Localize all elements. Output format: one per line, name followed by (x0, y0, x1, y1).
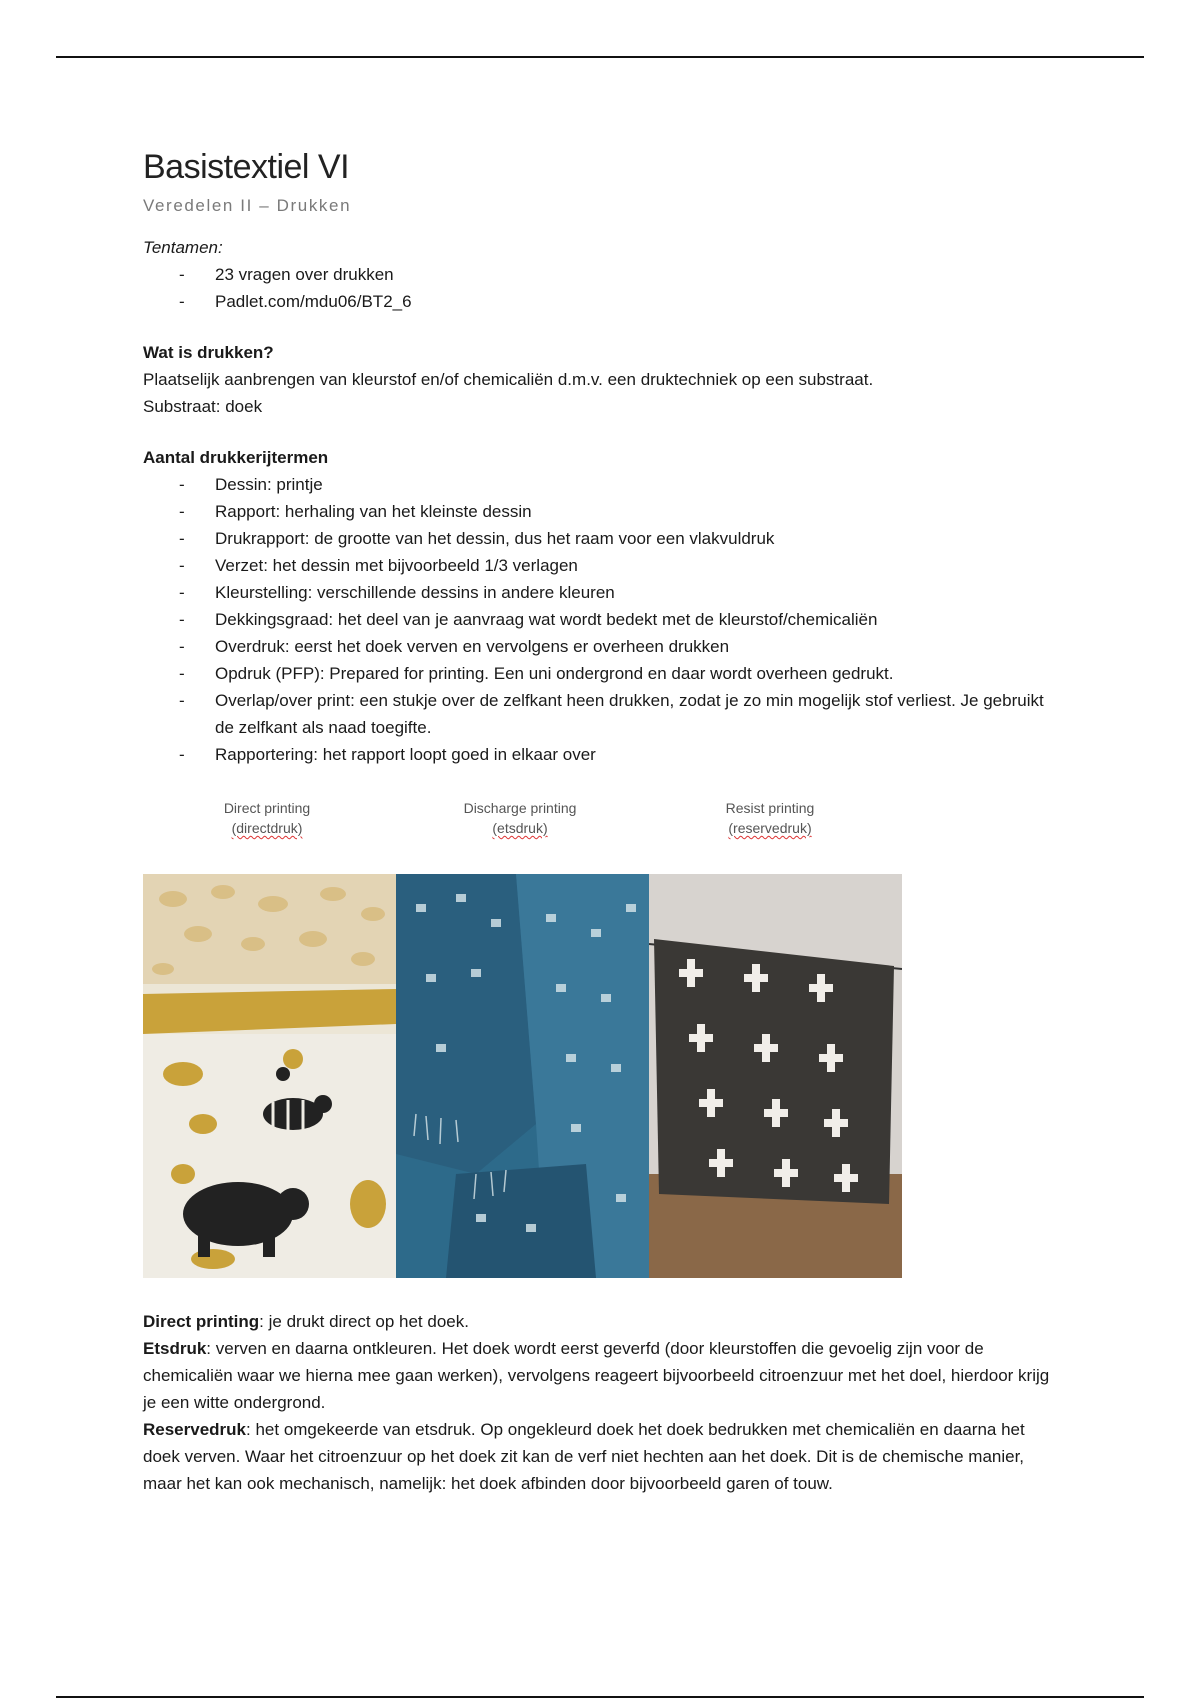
list-item: - Dekkingsgraad: het deel van je aanvraag wat wordt bedekt met de kleurstof/chemicaliën (143, 606, 1063, 633)
caption-direct (167, 798, 367, 838)
list-item: - Kleurstelling: verschillende dessins in andere kleuren (143, 579, 1063, 606)
term-ets: Etsdruk (143, 1339, 207, 1358)
definition-direct (143, 1308, 1063, 1335)
caption-resist (670, 798, 870, 838)
definition-reserve (143, 1416, 1063, 1497)
list-item: - Rapportering: het rapport loopt goed in elkaar over (143, 741, 1063, 768)
list-item: - Overlap/over print: een stukje over de zelfkant heen drukken, zodat je zo min mogelijk stof verliest. Je gebruikt de zelfkant als naad toegifte. (143, 687, 1063, 741)
list-item: - Verzet: het dessin met bijvoorbeeld 1/3 verlagen (143, 552, 1063, 579)
caption-title: Direct printing (223, 800, 311, 816)
what-is-definition: Plaatselijk aanbrengen van kleurstof en/of chemicaliën d.m.v. een druktechniek op een substraat. (143, 370, 874, 389)
exam-heading: Tentamen: (143, 238, 223, 257)
resist-printing-photo (649, 874, 902, 1278)
printing-photos (143, 874, 903, 1278)
term-direct: Direct printing (143, 1312, 260, 1331)
top-rule (56, 56, 1144, 58)
term-reserve: Reservedruk (143, 1420, 247, 1439)
substrate-line: Substraat: doek (143, 397, 263, 416)
terms-list (143, 471, 1063, 768)
text-reserve: : het omgekeerde van etsdruk. Op ongekleurd doek het doek bedrukken met chemicaliën en daarna het doek verven. Waar het citroenzuur op het doek zit kan de verf niet hechten aan het doek. Dit is de chemische manier, maar het kan ook mechanisch, namelijk: het doek afbinden door bijvoorbeeld garen of touw. (143, 1420, 1025, 1493)
text-ets: : verven en daarna ontkleuren. Het doek wordt eerst geverfd (door kleurstoffen die gevoelig zijn voor de chemicaliën waar we hierna mee gaan werken), vervolgens reageert bijvoorbeeld citroenzuur met het doel, hierdoor krijg je een witte ondergrond. (143, 1339, 1050, 1412)
document-subtitle: Veredelen II – Drukken (143, 196, 352, 215)
definitions-block (143, 1308, 1063, 1497)
document-title: Basistextiel VI (143, 148, 350, 186)
caption-title: Discharge printing (463, 800, 577, 816)
definition-ets (143, 1335, 1063, 1416)
caption-subtitle: (reservedruk) (728, 820, 812, 836)
terms-heading: Aantal drukkerijtermen (143, 448, 329, 467)
list-item: - 23 vragen over drukken (143, 261, 1063, 288)
direct-printing-photo (143, 874, 396, 1278)
list-item: - Padlet.com/mdu06/BT2_6 (143, 288, 1063, 315)
text-direct: : je drukt direct op het doek. (259, 1312, 469, 1331)
list-item: - Overdruk: eerst het doek verven en vervolgens er overheen drukken (143, 633, 1063, 660)
what-is-heading: Wat is drukken? (143, 343, 274, 362)
caption-subtitle: (directdruk) (231, 820, 303, 836)
bottom-rule (56, 1696, 1144, 1698)
caption-discharge (420, 798, 620, 838)
document-page (143, 146, 1063, 1497)
figure-captions (143, 798, 1063, 862)
list-item: - Opdruk (PFP): Prepared for printing. Een uni ondergrond en daar wordt overheen gedrukt. (143, 660, 1063, 687)
caption-title: Resist printing (725, 800, 815, 816)
caption-subtitle: (etsdruk) (492, 820, 548, 836)
exam-list (143, 261, 1063, 315)
list-item: - Drukrapport: de grootte van het dessin, dus het raam voor een vlakvuldruk (143, 525, 1063, 552)
list-item: - Rapport: herhaling van het kleinste dessin (143, 498, 1063, 525)
discharge-printing-photo (396, 874, 649, 1278)
list-item: - Dessin: printje (143, 471, 1063, 498)
